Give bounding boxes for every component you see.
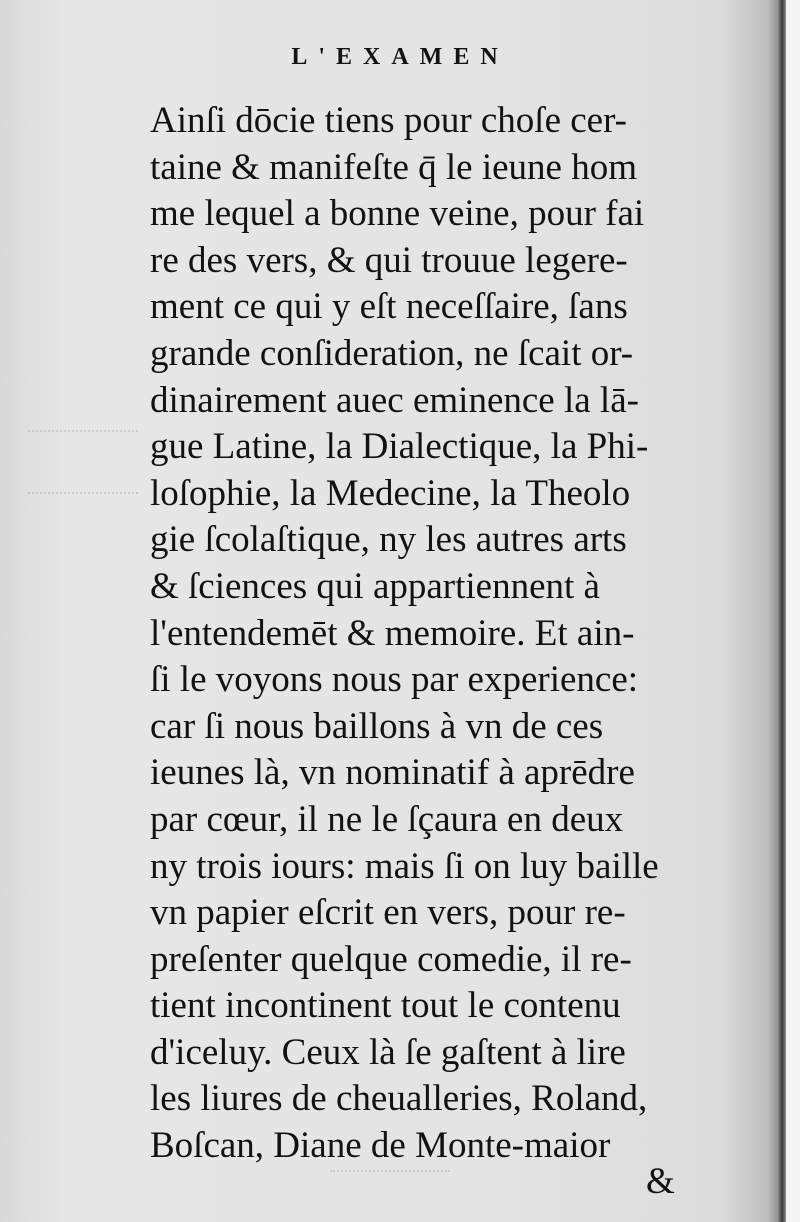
facing-page-edge [786,0,800,1222]
text-line: gue Latine, la Dialectique, la Phi- [150,426,649,468]
text-line: grande conſideration, ne ſcait or- [150,332,634,374]
text-line: preſenter quelque comedie, il re- [150,938,632,980]
text-line: re des vers, & qui trouue legere- [150,239,628,281]
text-line: ny trois iours: mais ſi on luy baille [150,845,659,887]
page-edge-shadow [778,0,786,1222]
running-head: L'EXAMEN [291,44,509,70]
text-line: & ſciences qui appartiennent à [150,565,600,607]
text-line: l'entendemēt & memoire. Et ain- [150,612,635,654]
text-line: car ſi nous baillons à vn de ces [150,705,604,747]
text-line: les liures de cheualleries, Roland, [150,1078,648,1120]
text-line: ſi le voyons nous par experience: [150,659,639,701]
text-line: Boſcan, Diane de Monte-maior [150,1125,611,1167]
show-through-ink [28,430,138,494]
text-line: taine & manifeſte q̄ le ieune hom [150,146,637,188]
text-line: me lequel a bonne veine, pour fai [150,193,645,235]
text-line: Ainſi dōcie tiens pour choſe cer- [150,100,628,141]
text-line: par cœur, il ne le ſçaura en deux [150,798,624,840]
show-through-ink [330,1170,450,1202]
text-line: gie ſcolaſtique, ny les autres arts [150,519,627,561]
text-line: tient incontinent tout le contenu [150,985,621,1027]
body-text [150,98,710,1170]
text-line: loſophie, la Medecine, la Theolo [150,472,631,514]
catchword: & [646,1161,675,1202]
text-line: dinairement auec eminence la lā- [150,379,639,421]
text-line: ment ce qui y eſt neceſſaire, ſans [150,286,628,328]
text-line: d'iceluy. Ceux là ſe gaſtent à lire [150,1031,626,1073]
text-line: vn papier eſcrit en vers, pour re- [150,892,626,934]
text-line: ieunes là, vn nominatif à aprēdre [150,752,635,794]
